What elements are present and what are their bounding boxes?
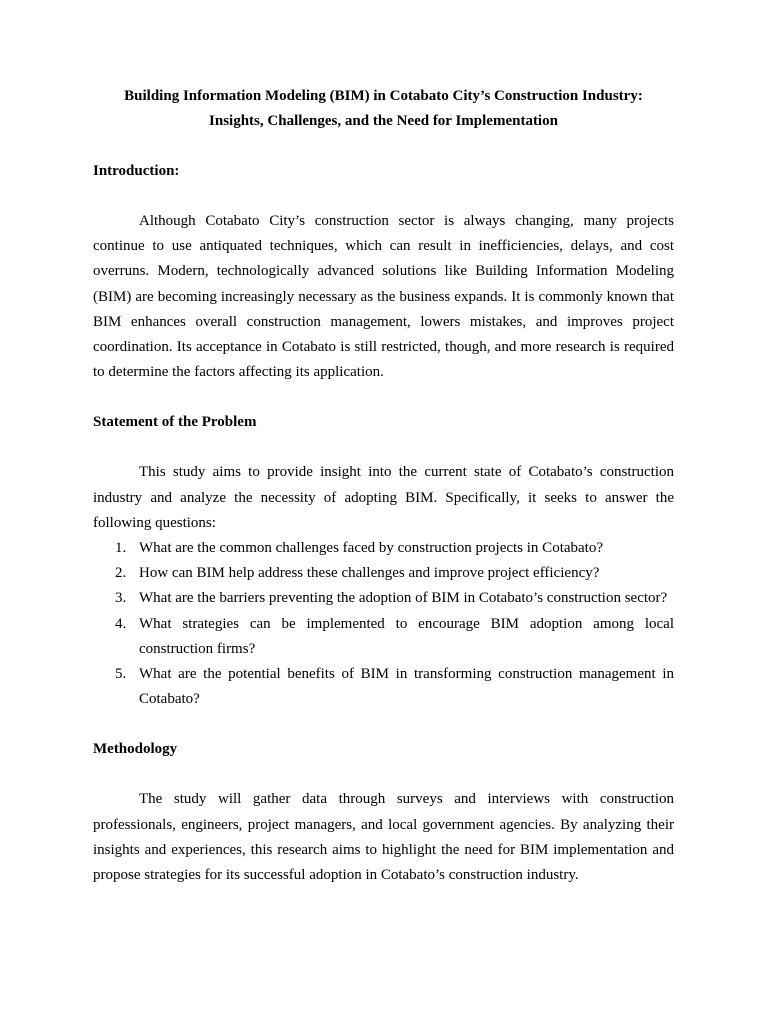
document-title [93, 84, 674, 134]
list-item-text: What are the potential benefits of BIM in transforming construction management in Cotabato? [139, 666, 674, 708]
list-item-number: 4. [115, 615, 127, 632]
list-item-text: What are the barriers preventing the adoption of BIM in Cotabato’s construction sector? [139, 590, 668, 607]
list-item-number: 3. [115, 590, 127, 607]
list-item-number: 5. [115, 666, 127, 683]
list-item [93, 536, 674, 561]
research-questions-list [93, 536, 674, 712]
list-item-text: How can BIM help address these challenges and improve project efficiency? [139, 565, 600, 582]
document-page [93, 84, 674, 888]
methodology-paragraph: The study will gather data through surveys and interviews with construction professionals, engineers, project managers, and local government agencies. By analyzing their insights and experiences, this research aims to highlight the need for BIM implementation and propose strategies for its successful adoption in Cotabato’s construction industry. [93, 791, 674, 884]
list-item [93, 586, 674, 611]
introduction-heading: Introduction: [93, 163, 180, 179]
list-item [93, 612, 674, 662]
problem-heading: Statement of the Problem [93, 414, 257, 431]
list-item [93, 561, 674, 586]
methodology-heading: Methodology [93, 741, 178, 758]
list-item-text: What strategies can be implemented to encourage BIM adoption among local construction firms? [139, 615, 674, 657]
list-item [93, 662, 674, 712]
list-item-number: 2. [115, 565, 127, 582]
title-line-1: Building Information Modeling (BIM) in Cotabato City’s Construction Industry: [124, 88, 643, 104]
list-item-number: 1. [115, 540, 127, 557]
introduction-paragraph: Although Cotabato City’s construction sector is always changing, many projects continue to use antiquated techniques, which can result in inefficiencies, delays, and cost overruns. Modern, technologically advanced solutions like Building Information Modeling (BIM) are becoming increasingly necessary as the business expands. It is commonly known that BIM enhances overall construction management, lowers mistakes, and improves project coordination. Its acceptance in Cotabato is still restricted, though, and more research is required to determine the factors affecting its application. [93, 213, 674, 381]
list-item-text: What are the common challenges faced by construction projects in Cotabato? [139, 540, 603, 557]
title-line-2: Insights, Challenges, and the Need for Implementation [209, 113, 558, 129]
problem-paragraph: This study aims to provide insight into the current state of Cotabato’s construction industry and analyze the necessity of adopting BIM. Specifically, it seeks to answer the following questions: [93, 464, 674, 531]
